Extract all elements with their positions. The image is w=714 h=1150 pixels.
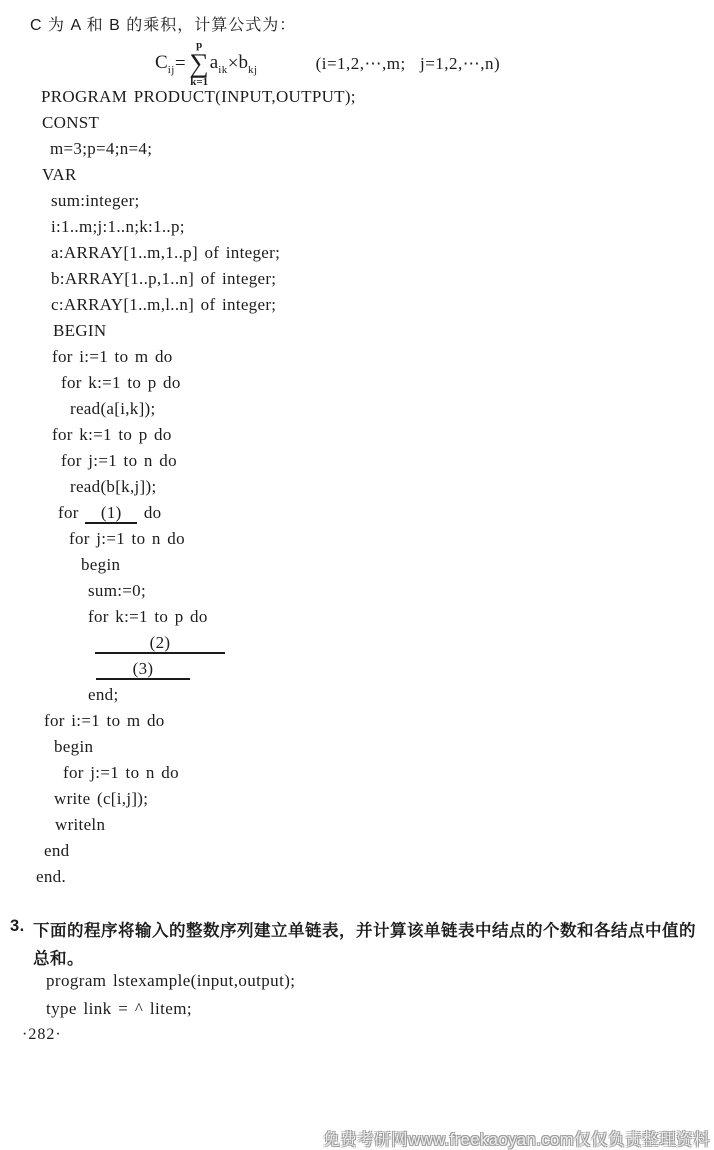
sigma-symbol: ∑ <box>189 48 209 79</box>
code-line-with-blank <box>0 656 714 682</box>
code-line: for k:=1 to p do <box>61 373 181 392</box>
code-line: m=3;p=4;n=4; <box>50 139 153 158</box>
code-line: b:ARRAY[1..p,1..n] of integer; <box>51 269 277 288</box>
code-line: begin <box>54 737 94 756</box>
code-line: sum:integer; <box>51 191 140 210</box>
formula-equals: = <box>174 53 186 74</box>
question-3-text: 下面的程序将输入的整数序列建立单链表，并计算该单链表中结点的个数和各结点中值的 <box>33 922 696 940</box>
code-line: for i:=1 to m do <box>44 711 165 730</box>
code-line-with-blank <box>0 630 714 656</box>
formula-term-a: $a_{ik}$ <box>209 52 228 76</box>
code-line: c:ARRAY[1..m,l..n] of integer; <box>51 295 277 314</box>
question-3-line1 <box>10 917 714 941</box>
code-line: PROGRAM PRODUCT(INPUT,OUTPUT); <box>41 87 356 106</box>
fill-blank-3: (3) <box>96 659 190 680</box>
question-3-line2: 总和。 <box>33 950 84 968</box>
matrix-product-formula <box>155 38 500 90</box>
code-line: BEGIN <box>53 321 107 340</box>
code-line: sum:=0; <box>88 581 146 600</box>
formula-index-condition: (i=1,2,⋯,m; j=1,2,⋯,n) <box>315 54 501 73</box>
formula-times-sign: × <box>227 53 239 74</box>
code-line: i:1..m;j:1..n;k:1..p; <box>51 217 185 236</box>
code-line: for k:=1 to p do <box>52 425 172 444</box>
code-line: begin <box>81 555 121 574</box>
intro-text: C 为 A 和 B 的乘积，计算公式为： <box>30 17 297 34</box>
question-3-number: 3. <box>10 917 25 935</box>
formula-lhs: $C_{ij}$ <box>155 52 175 76</box>
summation-upper-limit: p <box>196 39 203 52</box>
code-line-with-blank: for (1) do <box>58 503 162 522</box>
fill-blank-2: (2) <box>95 633 225 654</box>
code-line: for j:=1 to n do <box>69 529 185 548</box>
code-line: for i:=1 to m do <box>52 347 173 366</box>
code-line: read(a[i,k]); <box>70 399 156 418</box>
code-line: a:ARRAY[1..m,1..p] of integer; <box>51 243 281 262</box>
code-line: for j:=1 to n do <box>63 763 179 782</box>
code-line: end. <box>36 867 66 886</box>
formula-b-subscript: kj <box>248 63 258 76</box>
summation-lower-limit: k=1 <box>190 75 209 88</box>
formula-a-subscript: ik <box>218 63 228 76</box>
code-line: end <box>44 841 70 860</box>
code-line: VAR <box>42 165 77 184</box>
summation-notation <box>190 40 209 88</box>
program-code <box>0 84 714 890</box>
code-line: read(b[k,j]); <box>70 477 157 496</box>
code-line: end; <box>88 685 119 704</box>
formula-lhs-subscript: ij <box>167 63 175 76</box>
code-line: for k:=1 to p do <box>88 607 208 626</box>
code-line: CONST <box>42 113 100 132</box>
formula-term-b: $b_{kj}$ <box>238 52 258 76</box>
code-line: writeln <box>55 815 106 834</box>
code-line: write (c[i,j]); <box>54 789 149 808</box>
watermark-text: 免费考研网www.freekaoyan.com仅仅负责整理资料 <box>323 1131 710 1149</box>
question-3-code-line: program lstexample(input,output); <box>46 971 296 990</box>
question-3-code-line: type link = ^ litem; <box>46 999 192 1018</box>
fill-blank-1: (1) <box>85 503 137 524</box>
code-line: for j:=1 to n do <box>61 451 177 470</box>
page-number: ·282· <box>22 1026 62 1043</box>
